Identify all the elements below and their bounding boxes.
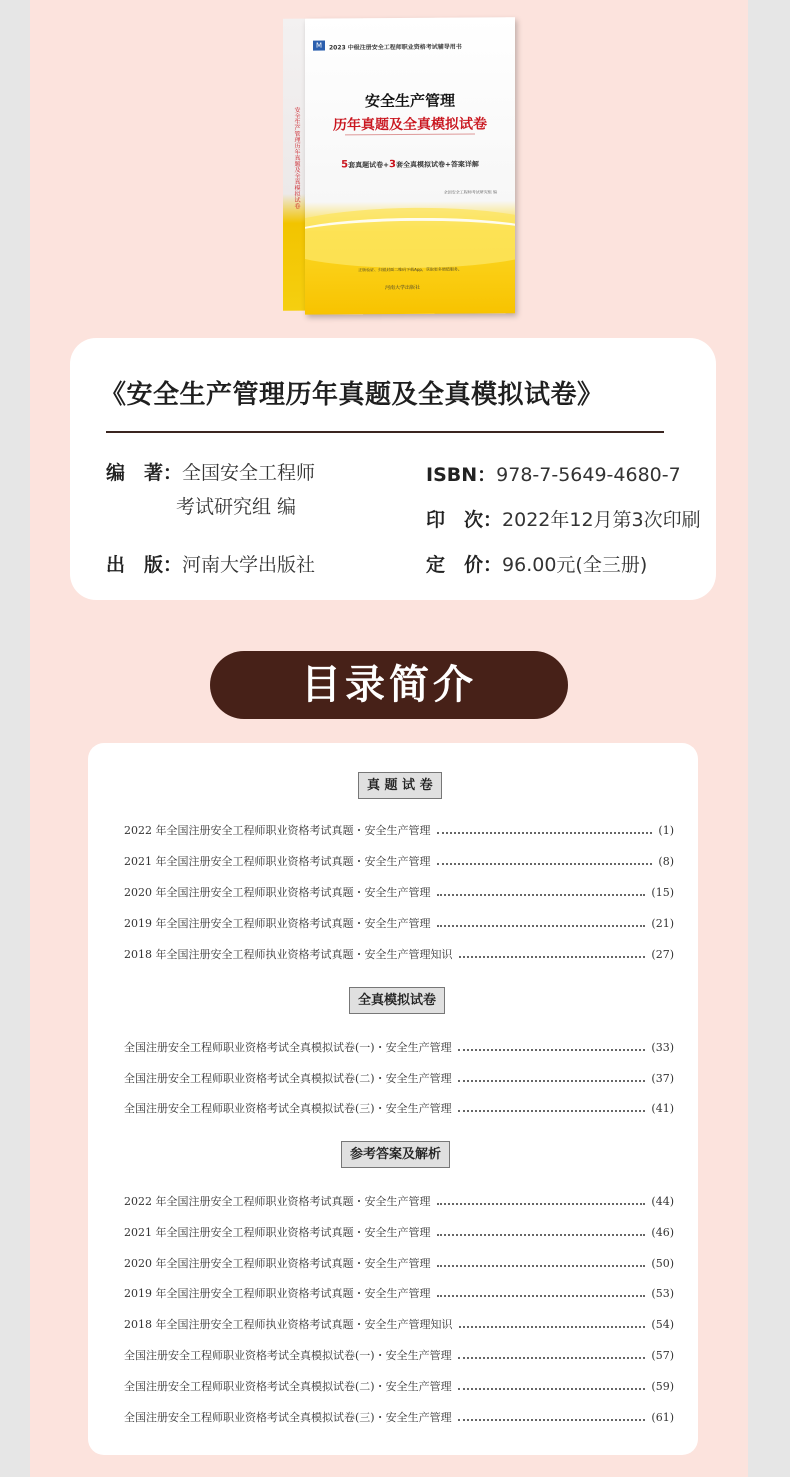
- leader-dots: [437, 1234, 646, 1236]
- toc-entry-page: (59): [651, 1379, 674, 1393]
- tagline-part2: 套全真模拟试卷+答案详解: [395, 160, 479, 170]
- cover-rule: [345, 133, 475, 135]
- toc-entry-text: 全国注册安全工程师职业资格考试全真模拟试卷(二)・安全生产管理: [124, 1072, 452, 1085]
- toc-entry: [124, 851, 674, 871]
- toc-entry: [124, 944, 674, 964]
- toc-entry: [124, 913, 674, 933]
- toc-entry-text: 2020 年全国注册安全工程师职业资格考试真题・安全生产管理: [124, 1257, 431, 1270]
- toc-entry: [124, 1191, 674, 1211]
- toc-entry-page: (46): [651, 1225, 674, 1239]
- toc-entry: [124, 1376, 674, 1396]
- publisher-logo-icon: M: [313, 41, 325, 51]
- toc-entry-page: (50): [651, 1256, 674, 1270]
- toc-entry-page: (1): [658, 823, 674, 837]
- toc-entry: [124, 882, 674, 902]
- toc-entry-page: (33): [651, 1040, 674, 1054]
- leader-dots: [437, 832, 653, 834]
- toc-entry-text: 2018 年全国注册安全工程师执业资格考试真题・安全生产管理知识: [124, 948, 453, 961]
- leader-dots: [437, 894, 646, 896]
- toc-section-heading: 参考答案及解析: [341, 1141, 450, 1168]
- toc-entry: [124, 1345, 674, 1365]
- toc-entry: [124, 1037, 674, 1057]
- toc-entry: [124, 1253, 674, 1273]
- tagline-num2: 3: [389, 159, 396, 171]
- toc-entry: [124, 1283, 674, 1303]
- toc-entry: [124, 1314, 674, 1334]
- author-row: [106, 458, 315, 485]
- leader-dots: [437, 863, 653, 865]
- toc-entry: [124, 1222, 674, 1242]
- printing-value: 2022年12月第3次印刷: [502, 509, 701, 531]
- cover-note: 正版验证、扫描封面二维码下载App，获取更多增值服务。: [358, 266, 462, 273]
- author-label: 编 著：: [106, 462, 183, 484]
- leader-dots: [437, 1265, 646, 1267]
- leader-dots: [459, 956, 646, 958]
- leader-dots: [437, 925, 646, 927]
- price-row: [426, 550, 647, 577]
- cover-series: 2023 中级注册安全工程师职业资格考试辅导用书: [329, 43, 462, 52]
- toc-entry-text: 全国注册安全工程师职业资格考试全真模拟试卷(三)・安全生产管理: [124, 1102, 452, 1115]
- toc-section-heading: 真 题 试 卷: [358, 772, 442, 799]
- book-title: 《安全生产管理历年真题及全真模拟试卷》: [100, 380, 604, 410]
- toc-entry-text: 2019 年全国注册安全工程师职业资格考试真题・安全生产管理: [124, 1287, 431, 1300]
- leader-dots: [458, 1388, 646, 1390]
- cover-publisher: 河南大学出版社: [385, 284, 421, 292]
- toc-entry-text: 2021 年全国注册安全工程师职业资格考试真题・安全生产管理: [124, 855, 431, 868]
- cover-title-main: 安全生产管理: [364, 91, 455, 111]
- book-spine: [283, 19, 306, 311]
- toc-entry-text: 2019 年全国注册安全工程师职业资格考试真题・安全生产管理: [124, 917, 431, 930]
- spine-title: 安全生产管理历年真题及全真模拟试卷: [293, 106, 300, 209]
- toc-banner: 目录简介: [210, 651, 568, 719]
- toc-entry-text: 全国注册安全工程师职业资格考试全真模拟试卷(一)・安全生产管理: [124, 1041, 452, 1054]
- tagline-part1: 套真题试卷+: [348, 161, 389, 170]
- book-cover: [283, 17, 515, 315]
- book-front: [305, 17, 515, 314]
- publisher-value: 河南大学出版社: [182, 554, 316, 576]
- toc-entry-page: (57): [651, 1348, 674, 1362]
- isbn-value: 978-7-5649-4680-7: [496, 464, 681, 486]
- cover-editor: 全国安全工程师考试研究组 编: [443, 189, 497, 195]
- tagline-num1: 5: [341, 159, 349, 171]
- toc-entry-page: (54): [651, 1317, 674, 1331]
- author-line1: 全国安全工程师: [182, 462, 316, 484]
- price-label: 定 价：: [426, 554, 503, 576]
- leader-dots: [458, 1419, 646, 1421]
- toc-entry-text: 2022 年全国注册安全工程师职业资格考试真题・安全生产管理: [124, 824, 431, 837]
- leader-dots: [437, 1295, 646, 1297]
- toc-entry-text: 全国注册安全工程师职业资格考试全真模拟试卷(一)・安全生产管理: [124, 1349, 452, 1362]
- toc-entry-page: (44): [651, 1194, 674, 1208]
- table-of-contents: [88, 743, 698, 1455]
- cover-swoosh: [305, 217, 515, 262]
- toc-entry-page: (61): [651, 1410, 674, 1424]
- toc-entry: [124, 1098, 674, 1118]
- toc-entry: [124, 820, 674, 840]
- toc-entry-text: 2021 年全国注册安全工程师职业资格考试真题・安全生产管理: [124, 1226, 431, 1239]
- toc-entry-page: (15): [651, 885, 674, 899]
- cover-title-sub: 历年真题及全真模拟试卷: [333, 116, 487, 134]
- leader-dots: [459, 1326, 646, 1328]
- leader-dots: [458, 1110, 646, 1112]
- toc-entry: [124, 1068, 674, 1088]
- leader-dots: [458, 1357, 646, 1359]
- toc-entry-page: (53): [651, 1286, 674, 1300]
- toc-entry-text: 2018 年全国注册安全工程师执业资格考试真题・安全生产管理知识: [124, 1318, 453, 1331]
- author-line2: 考试研究组 编: [176, 496, 297, 518]
- publisher-row: [106, 550, 315, 577]
- toc-entry-page: (27): [651, 947, 674, 961]
- toc-entry-text: 2020 年全国注册安全工程师职业资格考试真题・安全生产管理: [124, 886, 431, 899]
- price-value: 96.00元(全三册): [502, 554, 648, 576]
- leader-dots: [458, 1049, 646, 1051]
- book-info-card: [70, 338, 716, 600]
- toc-entry-text: 2022 年全国注册安全工程师职业资格考试真题・安全生产管理: [124, 1195, 431, 1208]
- toc-entry-text: 全国注册安全工程师职业资格考试全真模拟试卷(二)・安全生产管理: [124, 1380, 452, 1393]
- printing-label: 印 次：: [426, 509, 503, 531]
- toc-entry-page: (37): [651, 1071, 674, 1085]
- toc-section-heading: 全真模拟试卷: [349, 987, 445, 1014]
- isbn-label: ISBN：: [426, 464, 497, 486]
- isbn-row: [426, 460, 681, 487]
- toc-entry-page: (21): [651, 916, 674, 930]
- toc-entry-page: (41): [651, 1101, 674, 1115]
- printing-row: [426, 505, 701, 532]
- leader-dots: [458, 1080, 646, 1082]
- leader-dots: [437, 1203, 646, 1205]
- cover-tagline: [305, 158, 515, 170]
- title-divider: [106, 431, 664, 433]
- toc-entry-page: (8): [658, 854, 674, 868]
- toc-entry: [124, 1407, 674, 1427]
- publisher-label: 出 版：: [106, 554, 183, 576]
- toc-entry-text: 全国注册安全工程师职业资格考试全真模拟试卷(三)・安全生产管理: [124, 1411, 452, 1424]
